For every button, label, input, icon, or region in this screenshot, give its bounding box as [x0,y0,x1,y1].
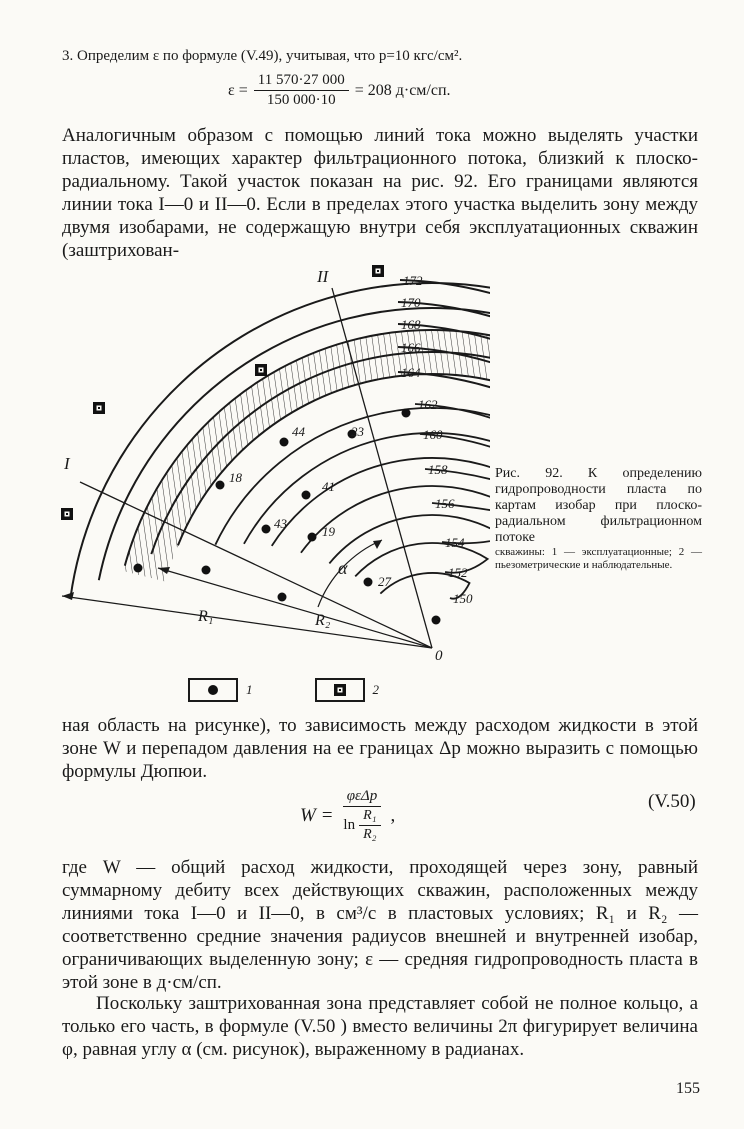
equation-number: (V.50) [648,791,696,812]
formula-epsilon-fraction [254,72,349,109]
isobar-label: 162 [418,397,438,412]
label-R2: R₂ [315,612,331,629]
label-alpha: α [338,558,348,578]
figure-caption-legend: скважины: 1 — эксплуатационные; 2 — пьезометрические и наблюдательные. [495,546,702,571]
label-origin: 0 [435,648,443,664]
isobar-label: 150 [453,591,473,606]
well-label: 41 [322,479,335,494]
operating-well-icon [216,481,225,490]
legend-item-operating-well [188,678,253,702]
paragraph-2 [62,714,698,783]
well-label: 27 [378,574,391,589]
isobar-label: 172 [403,273,423,288]
paragraph-4 [62,992,698,1061]
label-stream-line-I: I [64,454,70,473]
label-stream-line-II: II [317,267,329,286]
well-label: 18 [229,470,242,485]
paragraph-1-text: Аналогичным образом с помощью линий тока можно выделять участки пластов, имеющих характер фильтрационного потока, близкий к плоско-радиальному. Такой участок показан на рис. 92. Его границами являются линии тока I—0 и II—0. Если в пределах этого участка выделить зону между двумя изобарами, не содержащую внутри себя эксплуатационных скважин (заштрихован- [62,125,698,261]
formula-epsilon-denominator: 150 000·10 [266,92,336,108]
observation-well-icon [333,683,347,697]
legend-item-2-label: 2 [372,682,379,697]
well-label: 19 [322,524,335,539]
isobar-label: 170 [401,295,421,310]
alpha-arrowhead [373,540,382,549]
isobar-label: 164 [401,365,421,380]
operating-well-icon [207,684,219,696]
wells-group [61,265,441,625]
figure-caption [495,466,702,572]
isobar-label: 154 [445,535,465,550]
paragraph-4-text: Поскольку заштрихованная зона представляет собой не полное кольцо, а только его часть, в формуле (V.50 ) вместо величины 2π фигурирует величина φ, равная углу α (см. рисунок), выраженному в радианах. [62,993,698,1060]
legend-item-1-label: 1 [246,682,253,697]
paragraph-3-text: где W — общий расход жидкости, проходящей через зону, равный суммарному дебиту всех действующих скважин, расположенных между линиями тока I—0 и II—0, в см³/с в пластовых условиях; R₁ и R₂ — соответственно средние значения радиусов внешней и внутренней изобар, ограничивающих выделенную зону; ε — средняя гидропроводность пласта в этой зоне в д·см/сп. [62,857,698,993]
operating-well-icon [134,564,143,573]
paragraph-3 [62,856,698,994]
figure-92 [40,262,490,667]
formula-dupuit-comma: , [390,804,396,826]
operating-well-icon [202,566,211,575]
operating-well-icon [262,525,271,534]
well-label: 44 [292,424,305,439]
formula-epsilon-numerator: 11 570·27 000 [254,72,349,91]
formula-dupuit [300,788,395,843]
radius-R1-arrowhead [62,592,74,600]
alpha-arc [318,540,382,607]
isobar-label: 156 [435,496,455,511]
isobar-label: 168 [401,317,421,332]
formula-epsilon-lhs: ε = [228,81,248,99]
well-label: 23 [351,424,364,439]
isobar-label: 158 [428,462,448,477]
formula-dupuit-R2: R₂ [363,827,377,842]
step-3-text: 3. Определим ε по формуле (V.49), учитывая, что p=10 кгс/см². [62,48,463,64]
isobar-label: 160 [423,427,443,442]
operating-well-icon [364,578,373,587]
operating-well-icon [308,533,317,542]
page-number: 155 [676,1080,700,1097]
operating-well-icon [432,616,441,625]
operating-well-icon [280,438,289,447]
formula-epsilon [228,72,451,109]
formula-dupuit-ln: ln [343,817,356,833]
paragraph-2-text: ная область на рисунке), то зависимость между расходом жидкости в этой зоне W и перепадом давления на ее границах Δp можно выразить с помощью формулы Дюпюи. [62,715,698,782]
legend-item-observation-well [315,678,380,702]
formula-dupuit-fraction [339,788,384,843]
isobar-label: 166 [401,340,421,355]
isobar-label: 152 [448,565,468,580]
formula-dupuit-numerator: φεΔp [343,788,382,807]
operating-well-icon [302,491,311,500]
paragraph-1 [62,124,698,262]
operating-well-icon [278,593,287,602]
formula-dupuit-lhs: W = [300,804,334,826]
label-R1: R₁ [198,608,214,625]
formula-dupuit-R1: R₁ [359,808,380,826]
figure-legend [188,678,379,702]
formula-epsilon-rhs: = 208 д·см/сп. [354,81,451,99]
well-label: 43 [274,516,287,531]
operating-well-icon [402,409,411,418]
figure-caption-main: Рис. 92. К определению гидропроводности пласта по картам изобар при плоско-радиальном фильтрационном потоке [495,466,702,545]
